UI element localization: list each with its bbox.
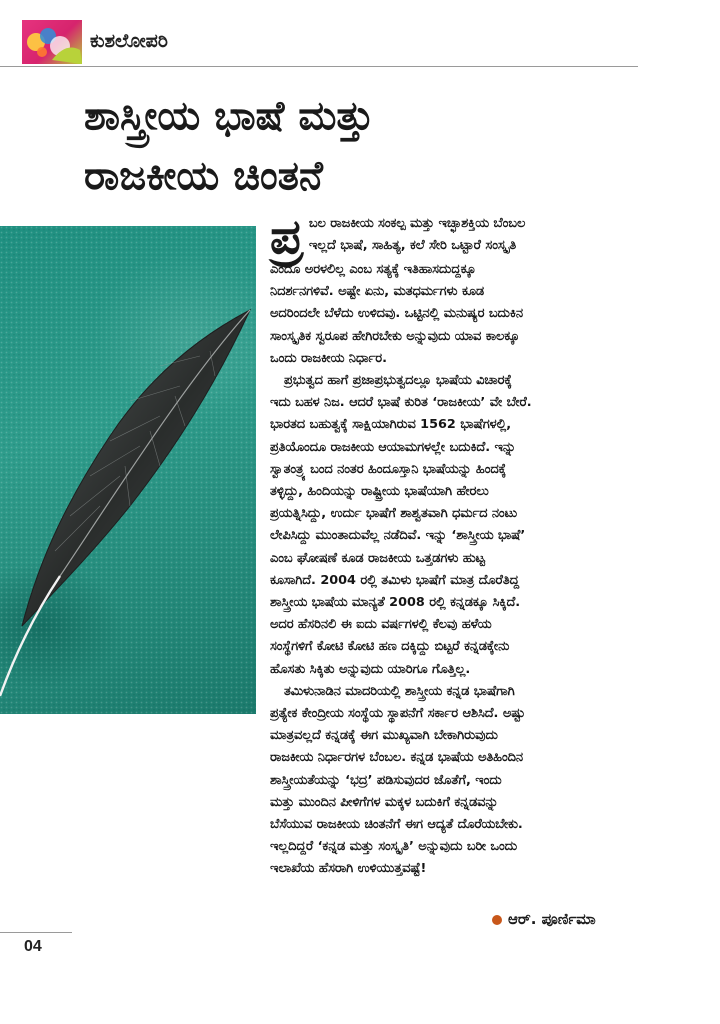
text-line: ಇಲ್ಲದೆ ಭಾಷೆ, ಸಾಹಿತ್ಯ, ಕಲೆ ಸೇರಿ ಒಟ್ಟಾರೆ ಸಂಸ್ಕೃತಿ xyxy=(308,238,517,254)
text-line: ಇಲಾಖೆಯ ಹೆಸರಾಗಿ ಉಳಿಯುತ್ತವಷ್ಟೆ! xyxy=(270,861,427,877)
author-name: ಆರ್. ಪೂರ್ಣಿಮಾ xyxy=(508,910,596,928)
text-line: ಲೇಪಿಸಿದ್ದು ಮುಂತಾದುವೆಲ್ಲ ನಡೆದಿವೆ. ಇನ್ನು ‘ಶಾಸ್ತ್ರೀಯ ಭಾಷೆ’ xyxy=(270,528,526,544)
paragraph-3 xyxy=(270,681,640,881)
text-line: ಒಂದು ರಾಜಕೀಯ ನಿರ್ಧಾರ. xyxy=(270,350,387,366)
text-line: ಅದರಿಂದಲೇ ಬೆಳೆದು ಉಳಿದವು. ಒಟ್ಟಿನಲ್ಲಿ ಮನುಷ್ಯರ ಬದುಕಿನ xyxy=(270,306,523,322)
magazine-logo xyxy=(22,20,82,64)
header-divider xyxy=(0,66,638,67)
feather-image xyxy=(0,226,256,714)
text-line: ಮತ್ತು ಮುಂದಿನ ಪೀಳಿಗೆಗಳ ಮಕ್ಕಳ ಬದುಕಿಗೆ ಕನ್ನಡವನ್ನು xyxy=(270,794,499,810)
title-line-1: ಶಾಸ್ತ್ರೀಯ ಭಾಷೆ ಮತ್ತು xyxy=(84,93,374,139)
text-line: ಪ್ರತಿಯೊಂದೂ ರಾಜಕೀಯ ಆಯಾಮಗಳಲ್ಲೇ ಬದುಕಿದೆ. ಇನ್ನು xyxy=(270,439,516,455)
drop-cap: ಪ್ರ xyxy=(270,209,303,265)
article-body xyxy=(270,209,640,881)
text-line: ಶಾಸ್ತ್ರೀಯತೆಯನ್ನು ‘ಭದ್ರ’ ಪಡಿಸುವುದರ ಜೊತೆಗೆ, ಇಂದು xyxy=(270,772,502,788)
text-line: ಪ್ರಯತ್ನಿಸಿದ್ದು, ಉರ್ದು ಭಾಷೆಗೆ ಶಾಶ್ವತವಾಗಿ ಧರ್ಮದ ನಂಟು xyxy=(270,506,518,522)
article-title xyxy=(84,86,644,206)
text-line: ಮಾತ್ರವಲ್ಲದೆ ಕನ್ನಡಕ್ಕೆ ಈಗ ಮುಖ್ಯವಾಗಿ ಬೇಕಾಗಿರುವುದು xyxy=(270,728,498,744)
text-line: ರಾಜಕೀಯ ನಿರ್ಧಾರಗಳ ಬೆಂಬಲ. ಕನ್ನಡ ಭಾಷೆಯ ಅತಿಹಿಂದಿನ xyxy=(270,750,524,766)
paragraph-2 xyxy=(270,370,640,681)
text-line: ನಿದರ್ಶನಗಳಿವೆ. ಅಷ್ಟೇ ಏನು, ಮತಧರ್ಮಗಳು ಕೂಡ xyxy=(270,284,485,300)
text-line: ಭಾರತದ ಬಹುತ್ವಕ್ಕೆ ಸಾಕ್ಷಿಯಾಗಿರುವ 1562 ಭಾಷೆಗಳಲ್ಲಿ, xyxy=(270,417,512,433)
bullet-icon xyxy=(492,915,502,925)
text-line: ಸಂಸ್ಥೆಗಳಿಗೆ ಕೋಟಿ ಕೋಟಿ ಹಣ ದಕ್ಕಿದ್ದು ಬಿಟ್ಟರೆ ಕನ್ನಡಕ್ಕೇನು xyxy=(270,639,510,655)
text-line: ಇದು ಬಹಳ ನಿಜ. ಆದರೆ ಭಾಷೆ ಕುರಿತ ‘ರಾಜಕೀಯ’ ವೇ ಬೇರೆ. xyxy=(270,395,532,411)
text-line: ಎಂಬ ಘೋಷಣೆ ಕೂಡ ರಾಜಕೀಯ ಒತ್ತಡಗಳು ಹುಟ್ಟ xyxy=(270,550,485,566)
paragraph-1 xyxy=(270,209,640,370)
text-line: ಇಲ್ಲದಿದ್ದರೆ ‘ಕನ್ನಡ ಮತ್ತು ಸಂಸ್ಕೃತಿ’ ಅನ್ನುವುದು ಬರೀ ಒಂದು xyxy=(270,839,518,855)
text-line: ಅದರ ಹೆಸರಿನಲಿ ಈ ಐದು ವರ್ಷಗಳಲ್ಲಿ ಕೆಲವು ಹಳೆಯ xyxy=(270,617,492,633)
text-line: ಬೆಸೆಯುವ ರಾಜಕೀಯ ಚಿಂತನೆಗೆ ಈಗ ಆದ್ಯತೆ ದೊರೆಯಬೇಕು. xyxy=(270,817,523,833)
page-number: 04 xyxy=(24,938,42,955)
text-line: ಸಾಂಸ್ಕೃತಿಕ ಸ್ವರೂಪ ಹೇಗಿರಬೇಕು ಅನ್ನುವುದು ಯಾವ ಕಾಲಕ್ಕೂ xyxy=(270,328,520,344)
title-line-2: ರಾಜಕೀಯ ಚಿಂತನೆ xyxy=(84,153,323,199)
page-header xyxy=(0,0,720,70)
text-line: ಶಾಸ್ತ್ರೀಯ ಭಾಷೆಯ ಮಾನ್ಯತೆ 2008 ರಲ್ಲಿ ಕನ್ನಡಕ್ಕೂ ಸಿಕ್ಕಿದೆ. xyxy=(270,595,521,611)
text-line: ಕೂಸಾಗಿದೆ. 2004 ರಲ್ಲಿ ತಮಿಳು ಭಾಷೆಗೆ ಮಾತ್ರ ದೊರೆತಿದ್ದ xyxy=(270,572,520,588)
text-line: ಬಲ ರಾಜಕೀಯ ಸಂಕಲ್ಪ ಮತ್ತು ಇಚ್ಛಾಶಕ್ತಿಯ ಬೆಂಬಲ xyxy=(308,216,526,231)
section-label: ಕುಶಲೋಪರಿ xyxy=(90,30,168,52)
text-line: ಸ್ವಾತಂತ್ರ್ಯ ಬಂದ ನಂತರ ಹಿಂದೂಸ್ತಾನಿ ಭಾಷೆಯನ್ನು ಹಿಂದಕ್ಕೆ xyxy=(270,461,507,477)
text-line: ಎಂದೂ ಅರಳಲಿಲ್ಲ ಎಂಬ ಸತ್ಯಕ್ಕೆ ಇತಿಹಾಸದುದ್ದಕ್ಕೂ xyxy=(270,262,476,277)
text-line: ಪ್ರತ್ಯೇಕ ಕೇಂದ್ರೀಯ ಸಂಸ್ಥೆಯ ಸ್ಥಾಪನೆಗೆ ಸರ್ಕಾರ ಆಶಿಸಿದೆ. ಅಷ್ಟು xyxy=(270,706,525,722)
footer-divider xyxy=(0,932,72,933)
text-line: ಹೊಸತು ಸಿಕ್ಕಿತು ಅನ್ನುವುದು ಯಾರಿಗೂ ಗೊತ್ತಿಲ್ಲ. xyxy=(270,661,471,677)
author-byline xyxy=(492,910,596,928)
text-line: ತಳ್ಳಿದ್ದು, ಹಿಂದಿಯನ್ನು ರಾಷ್ಟ್ರೀಯ ಭಾಷೆಯಾಗಿ ಹೇರಲು xyxy=(270,484,489,500)
text-line: ತಮಿಳುನಾಡಿನ ಮಾದರಿಯಲ್ಲಿ ಶಾಸ್ತ್ರೀಯ ಕನ್ನಡ ಭಾಷೆಗಾಗಿ xyxy=(284,683,515,699)
text-line: ಪ್ರಭುತ್ವದ ಹಾಗೆ ಪ್ರಜಾಪ್ರಭುತ್ವದಲ್ಲೂ ಭಾಷೆಯ ವಿಚಾರಕ್ಕೆ xyxy=(284,373,512,389)
